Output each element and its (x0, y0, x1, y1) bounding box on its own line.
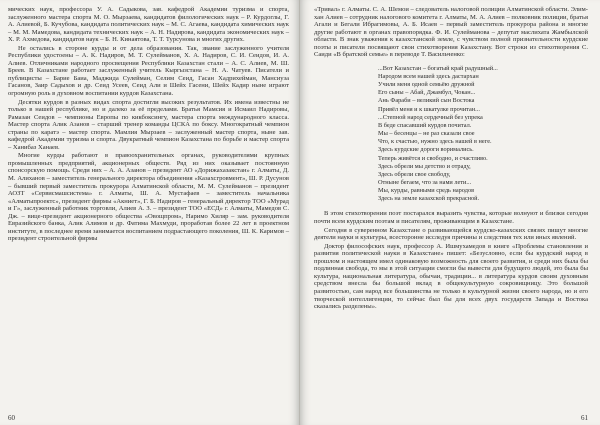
right-paragraph-3: Сегодня в суверенном Казахстане о развивающейся курдско-казахских связях пишут многие деятели науки и культуры, всесторонне исследуя причины и следствия тех или иных явлений. (314, 226, 588, 242)
right-page (300, 0, 600, 425)
left-paragraph-3: Десятки курдов в разных видах спорта достигли высоких результатов. Их имена известны не только в нашей республике, но и далеко за её пределами. Братья Мамсия и Исмаил Надировы, Рамазан Сеидов – чемпионы Европы по кикбоксингу, мастера спорта международного класса. Мастер спорта Алик Азанов – старший тренер команды ЦСКА по боксу. Многократный чемпион страны по каратэ – мастер спорта. Мамлия Мырзаев – заслуженный мастер спорта, ныне зав. кафедрой Академии туризма и спорта. Двукратный чемпион Казахстана по борьбе и мастер спорта – Ханибаз Ханаев. (8, 98, 289, 151)
poem-line: Привёл меня и к шкатулке прочитан... (378, 105, 480, 113)
right-paragraph-1: «Тривал» г. Алматы. С. А. Шемои – следователь налоговой полиции Алматинской области. Элим-хан Алиев – сотрудник налогового комитета г. Алматы, М. А. Алиев – полковник полиции, братья Агали и Бегали Ибрагимовы, А. Б. Исаев – первый заместитель прокурора района и многие другие работают в органах правопорядка. Ф. И. Сулейманова – депутат маслихата Жамбылской области. В знак уважения к казахстанской земле, с чувством полной признательности курдские поэты и писатели посвящают свои стихотворения Казахстану. Вот строки из стихотворения С. Саиди «В братской семье» в переводе Т. Васильченко: (314, 6, 588, 59)
left-page-number: 60 (8, 414, 15, 422)
right-page-number: 61 (581, 414, 588, 422)
right-paragraph-2: В этом стихотворении поэт постарался выразить чувства, которые волнуют и близки сегодня почти всем курдским поэтам и писателям, проживающим в Казахстане. (314, 210, 588, 226)
poem-line: В беде спасавший курдов почитал. (378, 121, 472, 129)
poem-line: ...Степной народ сердечный без упрека (378, 113, 483, 121)
poem-line: Здесь курдские дороги воримались. (378, 146, 474, 154)
poem-line: Теперь живётся и свободно, и счастливо. (378, 154, 488, 162)
poem-line: Народом всем нашей здесь дастархан (378, 72, 479, 80)
poem-line: Здесь обрели свое свободу, (378, 170, 451, 178)
left-paragraph-1: мических наук, профессора У. А. Садыкова, зав. кафедрой Академии туризма и спорта, заслуженного мастера спорта М. О. Мырзаева, кандидатов филологических наук – Р. Курдоглы, Г. А. Алиевой, Б. Кучубова, кандидата политических наук – М. С. Агаева, кандидата химических наук – М. М. Мамедова, кандидата технических наук – А. Н. Надирова, кандидата экономических наук – Х. Р. Ахмедова, кандидатов наук – Б. Н. Кинаятова, Т. Т. Турсунова и многих других. (8, 6, 289, 44)
poem-line: Учили меня одной семьёю дружной (378, 81, 475, 89)
poem-line: Ань Фараби – великий сын Востока (378, 97, 475, 105)
poem-line: Что, к счастью, нужно здесь нашей в неге. (378, 138, 492, 146)
left-paragraph-4: Многие курды работают в правоохранительных органах, руководителями крупных промышленных предприятий, акционерных обществ. Ряд из них оказывает постоянную спонсорскую помощь. Среди них – А. А. Азанов – президент АО «Дорижахазакстан» г. Алматы, Д. М. Алиханов – заместитель генерального директора объединения «Казахсгровмент», Ш. Р. Дусунов – бывший первый заместитель прокурора Алматинской области, М. М. Сулейманов – президент АОЗТ «Сервисмашсистема» г. Алматы, Ш. А. Мустафаев – заместитель начальника «Алматыпроектс», президент фирмы «Акниет», Г. Б. Надиров – генеральный директор ТОО «Мурад и Г», заслуженный работник торговли, Алиев А. З. – президент ТОО «ЕСД» г. Алматы, Мамедов С. Дж. – вице-президент акционерного общества «Овощпром», Наримо Хиляр – зам. руководителя Евразийского банка, Алик Алимов и др. Фатима Махмуди, проработав более 22 лет в проектном институте, в последнее время занимается воспитанием подрастающего поколения, Ш. К. Каримов – президент строительной фирмы (8, 152, 289, 243)
right-paragraph-4: Доктор философских наук, профессор А. Ишмухамедов в книге «Проблемы становления и развития политической науки в Казахстане» пишет: «Безусловно, если бы курдский народ в прошлом и настоящем имел одинаковую возможность для своего развития, и среди них была бы подлинная свобода, то мы в этой ситуации смогли бы вывести для будущего людей, это была бы культура, национальная литература, обычаи, традиции... в литература курдов своим духовным средством внесла бы большой вклад в общекультурную сокровищницу. Это большой развитостью, сам народ все большинства не только в культурной жизни своего народа, но и его творческой интеллигенции, то сейчас был бы для всех двух государств Запада и Востока сказались разделены». (314, 242, 588, 311)
left-paragraph-2: Не остались в стороне курды и от дела образования. Так, звание заслуженного учителя Республики удостоены – А. К. Надиров, М. Т. Сулейманов, Х. А. Надиров, С. И. Сеидов, И. А. Алиев. Отличниками народного просвещения Республики Казахстан стали – А. С. Алиев, М. Ш. Бреев. В Казахстане работает заслуженный учитель Кыргызстана – Н. А. Чатуев. Писатели и публицисты – Барие Баиа, Маджида Сулейман, Селим Сеид, Гасан Хадрихейман, Мансиуза Гасанов, Заир Садыхов и др. Сеид Усеев, Сеид Али и Шейх Гасени, Шейх Кадир ныне играют огромную роль в духовном воспитании курдов Казахстана. (8, 44, 289, 98)
poem-line: Здесь обрели мы детство и отраду, (378, 162, 471, 170)
poem-line: Мы – бесенцы – не раз сказали свое (378, 130, 475, 138)
poem-line: Мы, курды, равными средь народов (378, 187, 475, 195)
poem-line: Здесь на земле казахской прекрасной. (378, 195, 480, 203)
poem-line: Его сыны – Абай, Джамбул, Чокан... (378, 89, 476, 97)
poem-line: Отныне бегаем, что за нами лети... (378, 179, 472, 187)
poem (378, 65, 588, 204)
poem-line: ...Вот Казахстан – богатый край радушный... (378, 64, 498, 72)
